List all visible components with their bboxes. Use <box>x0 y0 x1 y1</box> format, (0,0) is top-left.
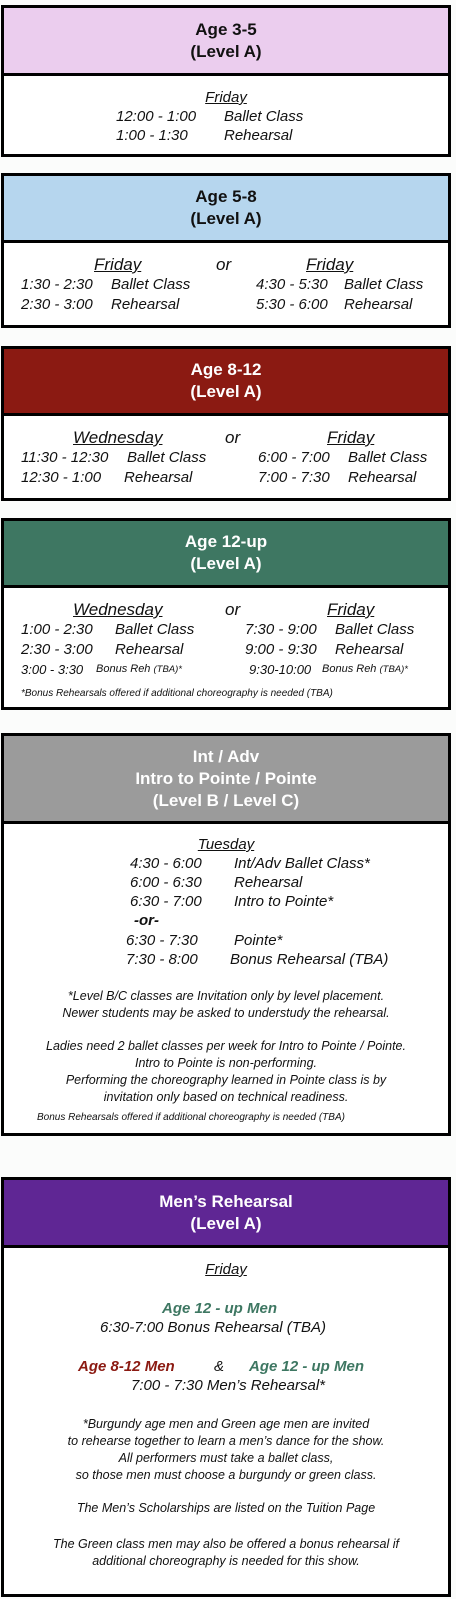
or-label: or <box>225 428 241 447</box>
left-day-heading: Wednesday <box>73 600 163 619</box>
schedule-activity: Rehearsal <box>348 469 417 486</box>
schedule-activity: Intro to Pointe* <box>234 893 334 910</box>
note-line: Newer students may be asked to understudy the rehearsal. <box>62 1006 390 1020</box>
schedule-time: 4:30 - 5:30 <box>256 276 328 293</box>
schedule-time: 12:30 - 1:00 <box>21 469 102 486</box>
group-green-label: Age 12 - up Men <box>162 1300 278 1317</box>
schedule-time: 1:00 - 1:30 <box>116 127 188 144</box>
schedule-time: 6:00 - 6:30 <box>130 874 202 891</box>
schedule-activity: Rehearsal <box>335 641 404 658</box>
schedule-time: 7:30 - 8:00 <box>126 951 198 968</box>
class-card-mens-rehearsal <box>1 1177 451 1597</box>
group-green-schedule: 6:30-7:00 Bonus Rehearsal (TBA) <box>100 1319 326 1336</box>
card-header <box>4 176 448 243</box>
or-label: or <box>225 600 241 619</box>
card-title: Age 8-12 <box>190 360 262 379</box>
note-line: Intro to Pointe is non-performing. <box>134 1056 318 1070</box>
scholarship-note <box>4 1501 448 1515</box>
schedule-time: 5:30 - 6:00 <box>256 296 328 313</box>
schedule-activity: Ballet Class <box>224 108 304 125</box>
schedule-time: 3:00 - 3:30 <box>21 662 84 677</box>
schedule-activity: Rehearsal <box>111 296 180 313</box>
day-heading: Tuesday <box>197 836 255 853</box>
tba-note: (TBA)* <box>153 664 182 675</box>
schedule-activity <box>322 663 408 675</box>
note-line: invitation only based on technical readiness. <box>103 1090 349 1104</box>
schedule-activity: Ballet Class <box>127 449 207 466</box>
card-title: Men’s Rehearsal <box>159 1191 293 1211</box>
card-body <box>4 76 448 154</box>
schedule-time: 4:30 - 6:00 <box>130 855 202 872</box>
schedule-activity: Int/Adv Ballet Class* <box>234 855 370 872</box>
schedule-time: 7:00 - 7:30 <box>258 469 330 486</box>
note-line: Performing the choreography learned in Pointe class is by <box>65 1073 387 1087</box>
group-burgundy-label: Age 8-12 Men <box>78 1358 175 1375</box>
card-level: (Level A) <box>190 554 262 573</box>
or-separator: -or- <box>134 912 159 929</box>
card-level: (Level A) <box>190 1213 262 1233</box>
card-body <box>4 1248 448 1594</box>
schedule-activity: Bonus Rehearsal (TBA) <box>230 951 389 968</box>
card-title: Int / Adv <box>192 746 260 766</box>
note-line: additional choreography is needed for this show. <box>92 1554 360 1568</box>
schedule-time: 6:30 - 7:30 <box>126 932 198 949</box>
schedule-activity: Ballet Class <box>348 449 428 466</box>
card-title: Age 5-8 <box>195 187 257 206</box>
card-body <box>4 416 448 498</box>
right-day-heading: Friday <box>306 255 354 274</box>
card-title: Age 12-up <box>184 532 268 551</box>
group-green-label-2: Age 12 - up Men <box>249 1358 365 1375</box>
card-level: (Level A) <box>190 209 262 228</box>
ampersand: & <box>214 1358 225 1375</box>
tba-note: (TBA)* <box>379 664 408 675</box>
card-body <box>4 824 448 1133</box>
mens-note <box>4 1416 448 1484</box>
card-level: (Level A) <box>190 382 262 401</box>
note-line: The Green class men may also be offered a bonus rehearsal if <box>52 1537 399 1551</box>
day-heading: Friday <box>205 89 247 106</box>
footnote: *Bonus Rehearsals offered if additional choreography is needed (TBA) <box>21 688 333 699</box>
left-day-heading: Wednesday <box>73 428 163 447</box>
note-line: The Men’s Scholarships are listed on the Tuition Page <box>76 1501 376 1515</box>
note-line: All performers must take a ballet class, <box>118 1451 334 1465</box>
schedule-time: 6:00 - 7:00 <box>258 449 330 466</box>
schedule-activity <box>96 663 182 675</box>
schedule-activity: Ballet Class <box>111 276 191 293</box>
bonus-label: Bonus Reh <box>322 663 377 675</box>
note-line: so those men must choose a burgundy or green class. <box>75 1468 377 1482</box>
class-card-int-adv-pointe <box>1 733 451 1136</box>
schedule-time: 6:30 - 7:00 <box>130 893 202 910</box>
schedule-activity: Pointe* <box>234 932 283 949</box>
card-header <box>4 8 448 76</box>
schedule-time: 2:30 - 3:00 <box>21 296 93 313</box>
class-card-age-5-8 <box>1 173 451 328</box>
class-card-age-8-12 <box>1 346 451 501</box>
note-line: Ladies need 2 ballet classes per week for Intro to Pointe / Pointe. <box>46 1039 406 1053</box>
class-card-age-12-up <box>1 518 451 710</box>
left-day-heading: Friday <box>94 255 142 274</box>
schedule-activity: Rehearsal <box>344 296 413 313</box>
schedule-time: 2:30 - 3:00 <box>21 641 93 658</box>
combined-schedule: 7:00 - 7:30 Men’s Rehearsal* <box>131 1377 326 1394</box>
schedule-activity: Ballet Class <box>335 621 415 638</box>
schedule-activity: Rehearsal <box>224 127 293 144</box>
bonus-label: Bonus Reh <box>96 663 151 675</box>
footnote: Bonus Rehearsals offered if additional choreography is needed (TBA) <box>37 1112 345 1123</box>
card-title: Age 3-5 <box>195 19 257 39</box>
schedule-activity: Ballet Class <box>115 621 195 638</box>
card-header <box>4 349 448 416</box>
schedule-activity: Rehearsal <box>124 469 193 486</box>
card-body <box>4 243 448 325</box>
note-line: to rehearse together to learn a men’s dance for the show. <box>67 1434 385 1448</box>
schedule-time: 12:00 - 1:00 <box>116 108 197 125</box>
card-level: (Level B / Level C) <box>152 790 300 810</box>
right-day-heading: Friday <box>327 600 375 619</box>
note-line: *Level B/C classes are Invitation only by level placement. <box>67 989 385 1003</box>
card-subtitle: Intro to Pointe / Pointe <box>135 768 317 788</box>
schedule-activity: Rehearsal <box>115 641 184 658</box>
card-header <box>4 521 448 588</box>
schedule-activity: Rehearsal <box>234 874 303 891</box>
card-header <box>4 1180 448 1248</box>
bonus-note <box>4 1536 448 1570</box>
schedule-time: 9:00 - 9:30 <box>245 641 317 658</box>
class-card-age-3-5 <box>1 5 451 157</box>
pointe-note <box>4 1038 448 1106</box>
schedule-time: 1:30 - 2:30 <box>21 276 93 293</box>
card-body <box>4 588 448 707</box>
schedule-activity: Ballet Class <box>344 276 424 293</box>
note-line: *Burgundy age men and Green age men are invited <box>82 1417 370 1431</box>
schedule-time: 11:30 - 12:30 <box>21 449 109 466</box>
placement-note <box>4 988 448 1022</box>
schedule-time: 9:30-10:00 <box>249 662 312 677</box>
right-day-heading: Friday <box>327 428 375 447</box>
schedule-time: 1:00 - 2:30 <box>21 621 93 638</box>
day-heading: Friday <box>205 1261 247 1278</box>
card-level: (Level A) <box>190 41 262 61</box>
schedule-time: 7:30 - 9:00 <box>245 621 317 638</box>
card-header <box>4 736 448 824</box>
or-label: or <box>216 255 232 274</box>
